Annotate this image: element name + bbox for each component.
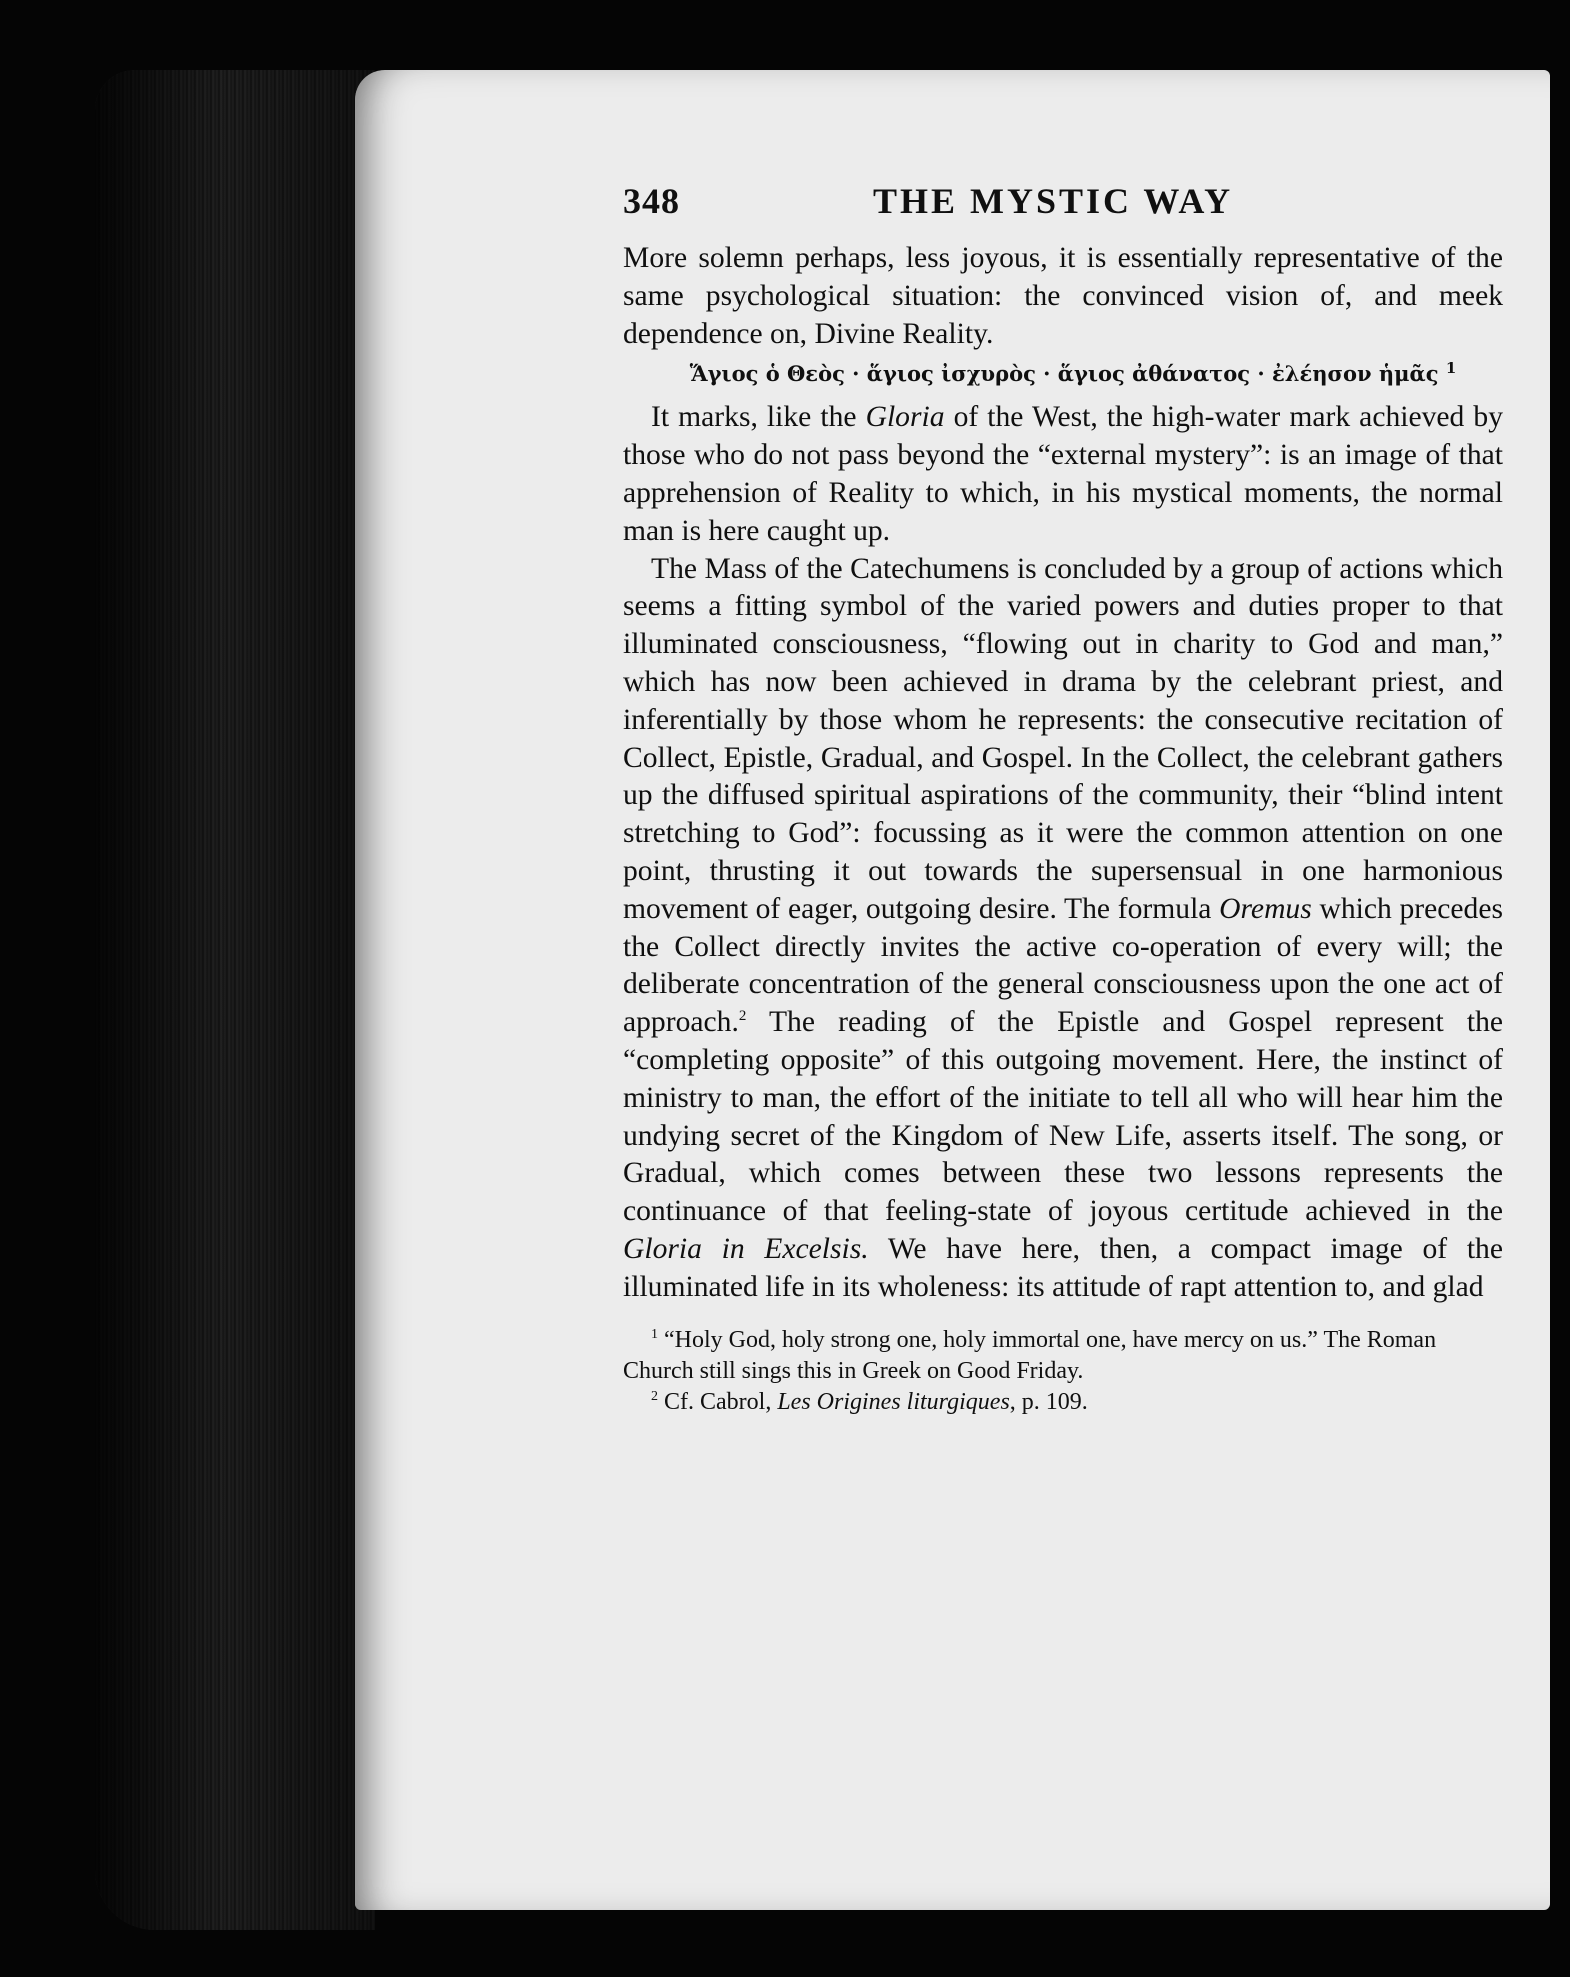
running-title: THE MYSTIC WAY xyxy=(873,181,1234,221)
footnotes xyxy=(623,1325,1503,1418)
greek-trisagion xyxy=(623,353,1503,395)
footnote-1-mark: 1 xyxy=(651,1326,658,1342)
footnote-2-italic: Les Origines liturgiques xyxy=(777,1388,1010,1415)
page xyxy=(355,70,1550,1910)
page-number: 348 xyxy=(623,181,680,221)
body-text xyxy=(623,240,1503,1307)
book-edge-shadow xyxy=(95,70,375,1930)
paragraph-3-text-a: The Mass of the Catechumens is concluded by a group of actions which seems a fitting symbol of the varied powers and duties proper to that illuminated consciousness, “flowing out in charity to God and man,” which has now been achieved in drama by the celebrant priest, and inferentially by those whom he represents: the consecutive recitation of Collect, Epistle, Gradual, and Gospel. In the Collect, the celebrant gathers up the diffused spiritual aspirations of the community, their “blind intent stretching to God”: focussing as it were the common attention on one point, thrusting it out towards the supersensual in one harmonious movement of eager, outgoing desire. The formula xyxy=(623,552,1503,925)
paragraph-2 xyxy=(623,399,1503,550)
paragraph-1: More solemn perhaps, less joyous, it is essentially representative of the same psychological situation: the convinced vision of, and meek dependence on, Divine Reality. xyxy=(623,242,1503,350)
footnote-2 xyxy=(623,1387,1503,1418)
footnote-2-text-a: Cf. Cabrol, xyxy=(664,1388,778,1415)
paragraph-3-text-d: We have here, then, a compact image of the illuminated life in its wholeness: its attitude of rapt attention to, and glad xyxy=(623,1232,1503,1303)
paragraph-2-text-b: of the West, the high-water mark achieved by those who do not pass beyond the “external mystery”: is an image of that apprehension of Reality to which, in his mystical moments, the normal man is here caught up. xyxy=(623,401,1503,547)
footnote-1 xyxy=(623,1325,1503,1387)
paragraph-3-italic-gloria: Gloria in Excelsis. xyxy=(623,1232,869,1265)
paragraph-3-italic-oremus: Oremus xyxy=(1219,892,1312,925)
paragraph-3-text-b: which precedes the Collect directly invites the active co-operation of every will; the deliberate concentration of the general consciousness upon the one act of approach. xyxy=(623,892,1503,1039)
greek-line: Ἅγιος ὁ Θεὸς · ἅγιος ἰσχυρὸς · ἅγιος ἀθάνατος · ἐλέησον ἡμᾶς xyxy=(689,361,1439,387)
greek-footnote-ref: 1 xyxy=(1445,359,1457,378)
footnote-2-mark: 2 xyxy=(651,1388,658,1404)
paragraph-3-text-c: The reading of the Epistle and Gospel represent the “completing opposite” of this outgoing movement. Here, the instinct of ministry to man, the effort of the initiate to tell all who will hear him the undying secret of the Kingdom of New Life, asserts itself. The song, or Gradual, which comes between these two lessons represents the continuance of that feeling-state of joyous certitude achieved in the xyxy=(623,1006,1503,1228)
footnote-2-text-b: , p. 109. xyxy=(1009,1388,1088,1415)
paragraph-2-italic: Gloria xyxy=(865,401,945,434)
page-header xyxy=(623,180,1503,240)
paragraph-2-text-a: It marks, like the xyxy=(651,401,866,434)
page-content xyxy=(623,180,1503,1418)
paragraph-3 xyxy=(623,551,1503,1307)
footnote-1-text: “Holy God, holy strong one, holy immortal one, have mercy on us.” The Roman Church still sings this in Greek on Good Friday. xyxy=(623,1326,1437,1384)
footnote-ref-2: 2 xyxy=(738,1008,747,1025)
